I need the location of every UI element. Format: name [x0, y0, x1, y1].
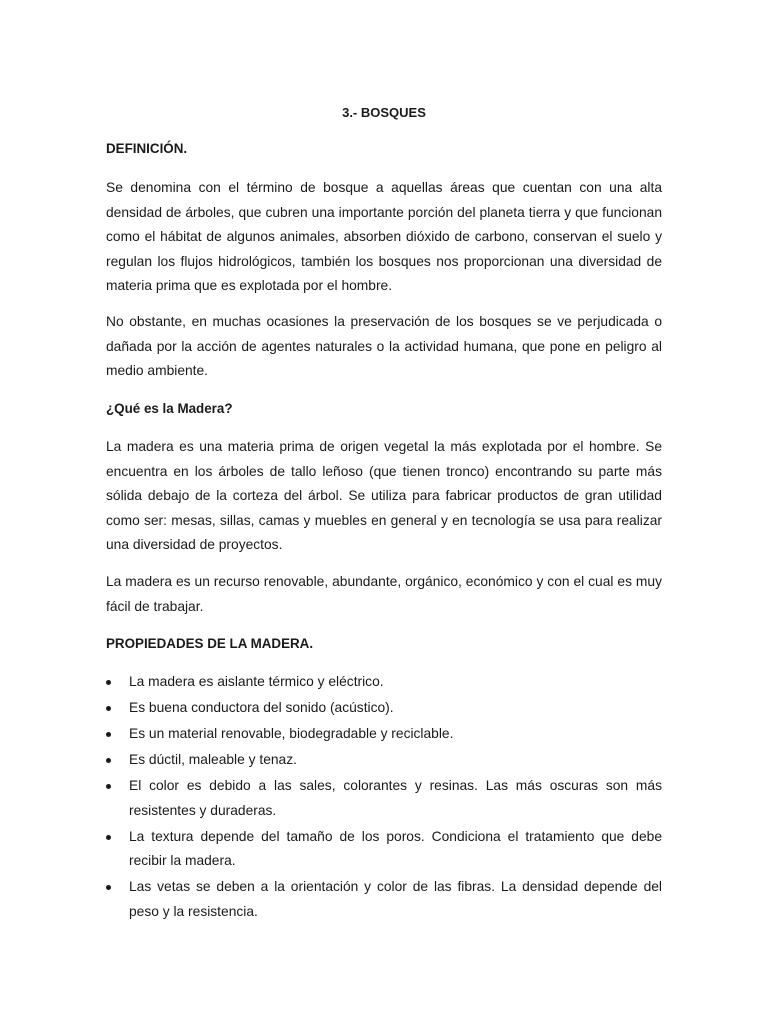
definicion-paragraph-1: Se denomina con el término de bosque a aquellas áreas que cuentan con una alta densidad de árboles, que cubren una importante porción del planeta tierra y que funcionan como el hábitat de algunos animales, absorben dióxido de carbono, conservan el suelo y regulan los flujos hidrológicos, también los bosques nos proporcionan una diversidad de materia prima que es explotada por el hombre. [106, 180, 662, 294]
document-page [106, 0, 662, 1024]
list-item [106, 875, 662, 924]
list-item-text: La madera es aislante térmico y eléctrico. [129, 674, 384, 689]
list-item [106, 774, 662, 823]
bullet-icon [106, 732, 111, 737]
list-item-text: Las vetas se deben a la orientación y color de las fibras. La densidad depende del peso y la resistencia. [129, 879, 662, 919]
list-item [106, 696, 662, 721]
madera-paragraph-1: La madera es una materia prima de origen vegetal la más explotada por el hombre. Se encuentra en los árboles de tallo leñoso (que tienen tronco) encontrando su parte más sólida debajo de la corteza del árbol. Se utiliza para fabricar productos de gran utilidad como ser: mesas, sillas, camas y muebles en general y en tecnología se usa para realizar una diversidad de proyectos. [106, 439, 662, 553]
list-item [106, 825, 662, 874]
list-item-text: El color es debido a las sales, colorantes y resinas. Las más oscuras son más resistentes y duraderas. [129, 777, 662, 818]
list-item [106, 670, 662, 695]
list-item [106, 722, 662, 747]
list-item [106, 748, 662, 773]
list-item-text: Es dúctil, maleable y tenaz. [129, 751, 297, 767]
bullet-icon [106, 680, 111, 685]
bullet-icon [106, 885, 111, 890]
madera-heading: ¿Qué es la Madera? [106, 401, 233, 416]
list-item-text: Es un material renovable, biodegradable y reciclable. [129, 725, 454, 741]
bullet-icon [106, 706, 111, 711]
definicion-heading: DEFINICIÓN. [106, 141, 188, 156]
propiedades-list [106, 670, 662, 926]
madera-paragraph-2: La madera es un recurso renovable, abundante, orgánico, económico y con el cual es muy fácil de trabajar. [106, 574, 662, 614]
list-item-text: La textura depende del tamaño de los poros. Condiciona el tratamiento que debe recibir la madera. [129, 828, 662, 869]
section-title: 3.- BOSQUES [342, 105, 426, 120]
list-item-text: Es buena conductora del sonido (acústico). [129, 699, 394, 715]
bullet-icon [106, 758, 111, 763]
propiedades-heading: PROPIEDADES DE LA MADERA. [106, 636, 314, 651]
bullet-icon [106, 835, 111, 840]
bullet-icon [106, 784, 111, 789]
definicion-paragraph-2: No obstante, en muchas ocasiones la preservación de los bosques se ve perjudicada o dañada por la acción de agentes naturales o la actividad humana, que pone en peligro al medio ambiente. [106, 314, 662, 379]
